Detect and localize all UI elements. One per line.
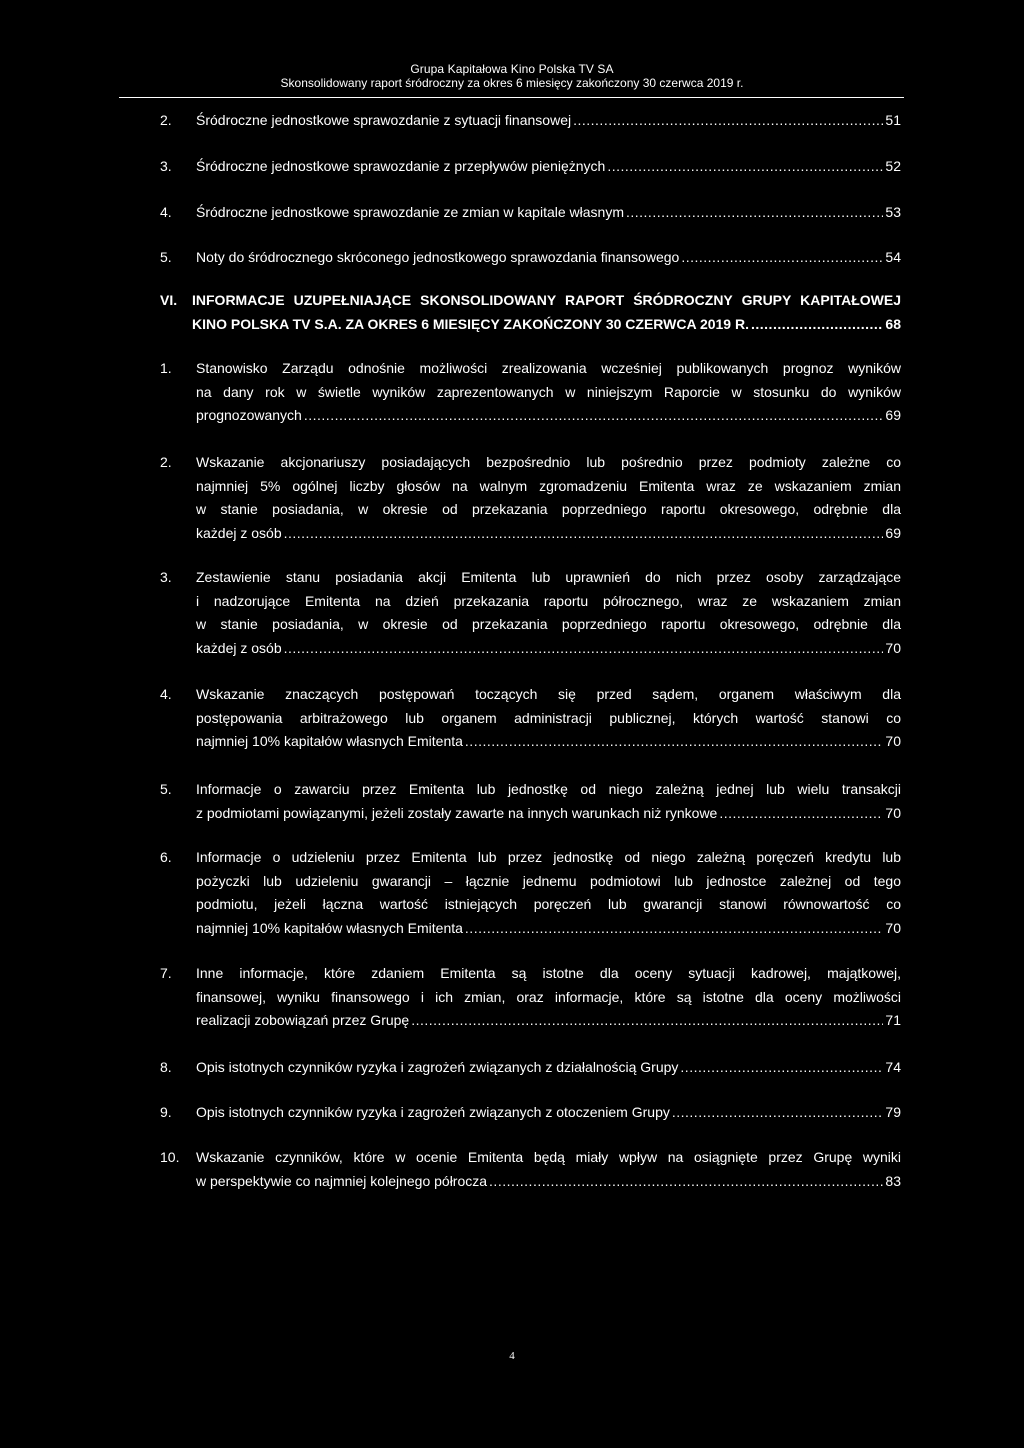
toc-entry-last-line — [196, 730, 901, 754]
toc-entry[interactable] — [160, 1056, 901, 1080]
header-subtitle: Skonsolidowany raport śródroczny za okres 6 miesięcy zakończony 30 czerwca 2019 r. — [280, 76, 744, 90]
toc-entry-text — [196, 246, 901, 270]
toc-entry-title: prognozowanych — [196, 407, 302, 423]
toc-entry-page-number[interactable]: 69 — [885, 407, 901, 423]
toc-entry-line: INFORMACJE UZUPEŁNIAJĄCE SKONSOLIDOWANY RAPORT ŚRÓDROCZNY GRUPY KAPITAŁOWEJ — [192, 292, 901, 308]
toc-entry-title: Śródroczne jednostkowe sprawozdanie z przepływów pieniężnych — [196, 158, 606, 174]
toc-entry-number: 4. — [160, 204, 172, 220]
toc-entry-title: każdej z osób — [196, 639, 282, 656]
page-number: 4 — [509, 1350, 515, 1362]
toc-entry-page-number[interactable]: 74 — [885, 1059, 901, 1075]
toc-entry-line: pożyczki lub udzieleniu gwarancji – łącznie jednemu podmiotowi lub jednostce zależnej od tego — [196, 872, 901, 889]
toc-entry-line: Informacje o udzieleniu przez Emitenta lub przez jednostkę od niego zależną poręczeń kredytu lub — [196, 849, 901, 865]
toc-entry-number: 9. — [160, 1104, 172, 1120]
toc-entry-title: najmniej 10% kapitałów własnych Emitenta — [196, 733, 463, 749]
toc-entry-line: Wskazanie znaczących postępowań toczących się przed sądem, organem właściwym dla — [196, 686, 901, 702]
dot-leader — [751, 313, 883, 337]
dot-leader — [465, 730, 884, 754]
toc-entry-title: Śródroczne jednostkowe sprawozdanie ze zmian w kapitale własnym — [196, 204, 624, 220]
dot-leader — [489, 1170, 883, 1194]
toc-entry-number: 5. — [160, 781, 172, 797]
toc-entry-number: 10. — [160, 1149, 180, 1165]
toc-entry[interactable] — [160, 109, 901, 133]
toc-entry-last-line — [196, 201, 901, 225]
toc-entry-title: z podmiotami powiązanymi, jeżeli zostały zawarte na innych warunkach niż rynkowe — [196, 804, 718, 821]
toc-entry-last-line — [196, 802, 901, 826]
dot-leader — [680, 1056, 883, 1080]
toc-entry-title: KINO POLSKA TV S.A. ZA OKRES 6 MIESIĘCY ZAKOŃCZONY 30 CZERWCA 2019 R. — [192, 315, 749, 332]
toc-entry-text — [196, 683, 901, 754]
toc-entry-number: 2. — [160, 454, 172, 470]
toc-entry[interactable] — [160, 357, 901, 428]
toc-entry-page-number[interactable]: 79 — [885, 1104, 901, 1120]
toc-entry-last-line — [196, 1101, 901, 1125]
toc-entry-page-number[interactable]: 68 — [885, 315, 901, 332]
toc-entry-text — [196, 109, 901, 133]
toc-entry-page-number[interactable]: 51 — [885, 112, 901, 128]
dot-leader — [304, 404, 884, 428]
toc-entry-last-line — [196, 246, 901, 270]
toc-entry-text — [196, 778, 901, 825]
toc-entry-text — [196, 846, 901, 940]
toc-entry-page-number[interactable]: 70 — [885, 639, 901, 656]
toc-entry[interactable] — [160, 246, 901, 270]
toc-entry-line: w stanie posiadania, w okresie od przekazania poprzedniego raportu okresowego, odrębnie dla — [196, 501, 901, 517]
toc-entry[interactable] — [160, 1146, 901, 1193]
toc-entry-number: 3. — [160, 569, 172, 585]
toc-entry-last-line — [196, 637, 901, 661]
toc-entry-page-number[interactable]: 52 — [885, 158, 901, 174]
toc-entry[interactable] — [160, 155, 901, 179]
dot-leader — [681, 246, 883, 270]
toc-entry-last-line — [196, 155, 901, 179]
toc-entry-number: 7. — [160, 965, 172, 981]
toc-entry-page-number[interactable]: 70 — [885, 804, 901, 821]
toc-entry-number: 6. — [160, 849, 172, 865]
dot-leader — [719, 802, 883, 826]
dot-leader — [607, 155, 883, 179]
dot-leader — [411, 1009, 883, 1033]
toc-entry-number: 1. — [160, 360, 172, 376]
toc-entry[interactable] — [160, 846, 901, 940]
dot-leader — [465, 917, 884, 941]
toc-entry-title: najmniej 10% kapitałów własnych Emitenta — [196, 919, 463, 936]
toc-entry[interactable] — [160, 201, 901, 225]
toc-entry-page-number[interactable]: 71 — [885, 1012, 901, 1028]
dot-leader — [626, 201, 883, 225]
toc-entry-page-number[interactable]: 70 — [885, 733, 901, 749]
header-company: Grupa Kapitałowa Kino Polska TV SA — [410, 62, 614, 76]
toc-entry-page-number[interactable]: 53 — [885, 204, 901, 220]
toc-entry-line: Wskazanie akcjonariuszy posiadających bezpośrednio lub pośrednio przez podmioty zależne co — [196, 454, 901, 470]
toc-entry-number: 5. — [160, 249, 172, 265]
toc-entry-title: Noty do śródrocznego skróconego jednostkowego sprawozdania finansowego — [196, 249, 680, 265]
toc-entry-title: każdej z osób — [196, 524, 282, 541]
toc-entry-line: postępowania arbitrażowego lub organem administracji publicznej, których wartość stanowi co — [196, 709, 901, 726]
toc-entry-page-number[interactable]: 83 — [885, 1172, 901, 1189]
toc-entry-number: 8. — [160, 1059, 172, 1075]
toc-entry-line: najmniej 5% ogólnej liczby głosów na walnym zgromadzeniu Emitenta wraz ze wskazaniem zmian — [196, 477, 901, 494]
toc-entry-line: Wskazanie czynników, które w ocenie Emitenta będą miały wpływ na osiągnięte przez Grupę wyniki — [196, 1149, 901, 1165]
toc-entry-number: 2. — [160, 112, 172, 128]
toc-entry-title: w perspektywie co najmniej kolejnego półrocza — [196, 1172, 488, 1189]
dot-leader — [672, 1101, 884, 1125]
toc-entry-line: Informacje o zawarciu przez Emitenta lub jednostkę od niego zależną jednej lub wielu transakcji — [196, 781, 901, 797]
toc-entry-number: VI. — [160, 292, 178, 308]
toc-entry-title: Opis istotnych czynników ryzyka i zagrożeń związanych z otoczeniem Grupy — [196, 1104, 670, 1120]
toc-entry-last-line — [196, 1170, 901, 1194]
toc-entry-text — [196, 1101, 901, 1125]
toc-entry-title: realizacji zobowiązań przez Grupę — [196, 1012, 410, 1028]
toc-entry-title: Śródroczne jednostkowe sprawozdanie z sytuacji finansowej — [196, 112, 572, 128]
toc-entry[interactable] — [160, 683, 901, 754]
toc-entry-page-number[interactable]: 54 — [885, 249, 901, 265]
toc-entry-line: i nadzorujące Emitenta na dzień przekazania raportu półrocznego, wraz ze wskazaniem zmian — [196, 592, 901, 609]
dot-leader — [284, 522, 884, 546]
toc-entry[interactable] — [160, 566, 901, 660]
toc-entry-number: 3. — [160, 158, 172, 174]
toc-entry-line: podmiotu, jeżeli łączna wartość istniejących poręczeń lub gwarancji stanowi równowartość co — [196, 896, 901, 912]
toc-entry-text — [196, 357, 901, 428]
toc-entry-line: Zestawienie stanu posiadania akcji Emitenta lub uprawnień do nich przez osoby zarządzające — [196, 569, 901, 585]
toc-entry-number: 4. — [160, 686, 172, 702]
toc-entry-text — [196, 1146, 901, 1193]
toc-entry-last-line — [192, 313, 901, 337]
toc-entry-last-line — [196, 1056, 901, 1080]
toc-entry-last-line — [196, 522, 901, 546]
toc-entry[interactable] — [160, 451, 901, 545]
toc-entry-last-line — [196, 917, 901, 941]
toc-entry-text — [196, 566, 901, 660]
toc-entry[interactable] — [160, 1101, 901, 1125]
toc-entry-last-line — [196, 109, 901, 133]
toc-section-heading[interactable] — [160, 289, 901, 336]
toc-entry-last-line — [196, 1009, 901, 1033]
toc-entry-title: Opis istotnych czynników ryzyka i zagrożeń związanych z działalnością Grupy — [196, 1059, 679, 1075]
toc-entry-line: Inne informacje, które zdaniem Emitenta są istotne dla oceny sytuacji kadrowej, majątkowej, — [196, 965, 901, 981]
toc-entry-last-line — [196, 404, 901, 428]
toc-entry-line: na dany rok w świetle wyników zaprezentowanych w niniejszym Raporcie w stosunku do wyników — [196, 383, 901, 400]
toc-entry-text — [192, 289, 901, 336]
dot-leader — [573, 109, 883, 133]
dot-leader — [284, 637, 884, 661]
toc-entry-line: finansowej, wyniku finansowego i ich zmian, oraz informacje, które są istotne dla oceny możliwości — [196, 988, 901, 1005]
toc-entry-line: w stanie posiadania, w okresie od przekazania poprzedniego raportu okresowego, odrębnie dla — [196, 616, 901, 632]
toc-entry[interactable] — [160, 778, 901, 825]
toc-entry-text — [196, 201, 901, 225]
toc-entry-line: Stanowisko Zarządu odnośnie możliwości zrealizowania wcześniej publikowanych prognoz wyników — [196, 360, 901, 376]
toc-entry[interactable] — [160, 962, 901, 1033]
toc-entry-text — [196, 1056, 901, 1080]
toc-entry-page-number[interactable]: 69 — [885, 524, 901, 541]
toc-entry-text — [196, 155, 901, 179]
toc-entry-page-number[interactable]: 70 — [885, 919, 901, 936]
toc-entry-text — [196, 451, 901, 545]
toc-entry-text — [196, 962, 901, 1033]
